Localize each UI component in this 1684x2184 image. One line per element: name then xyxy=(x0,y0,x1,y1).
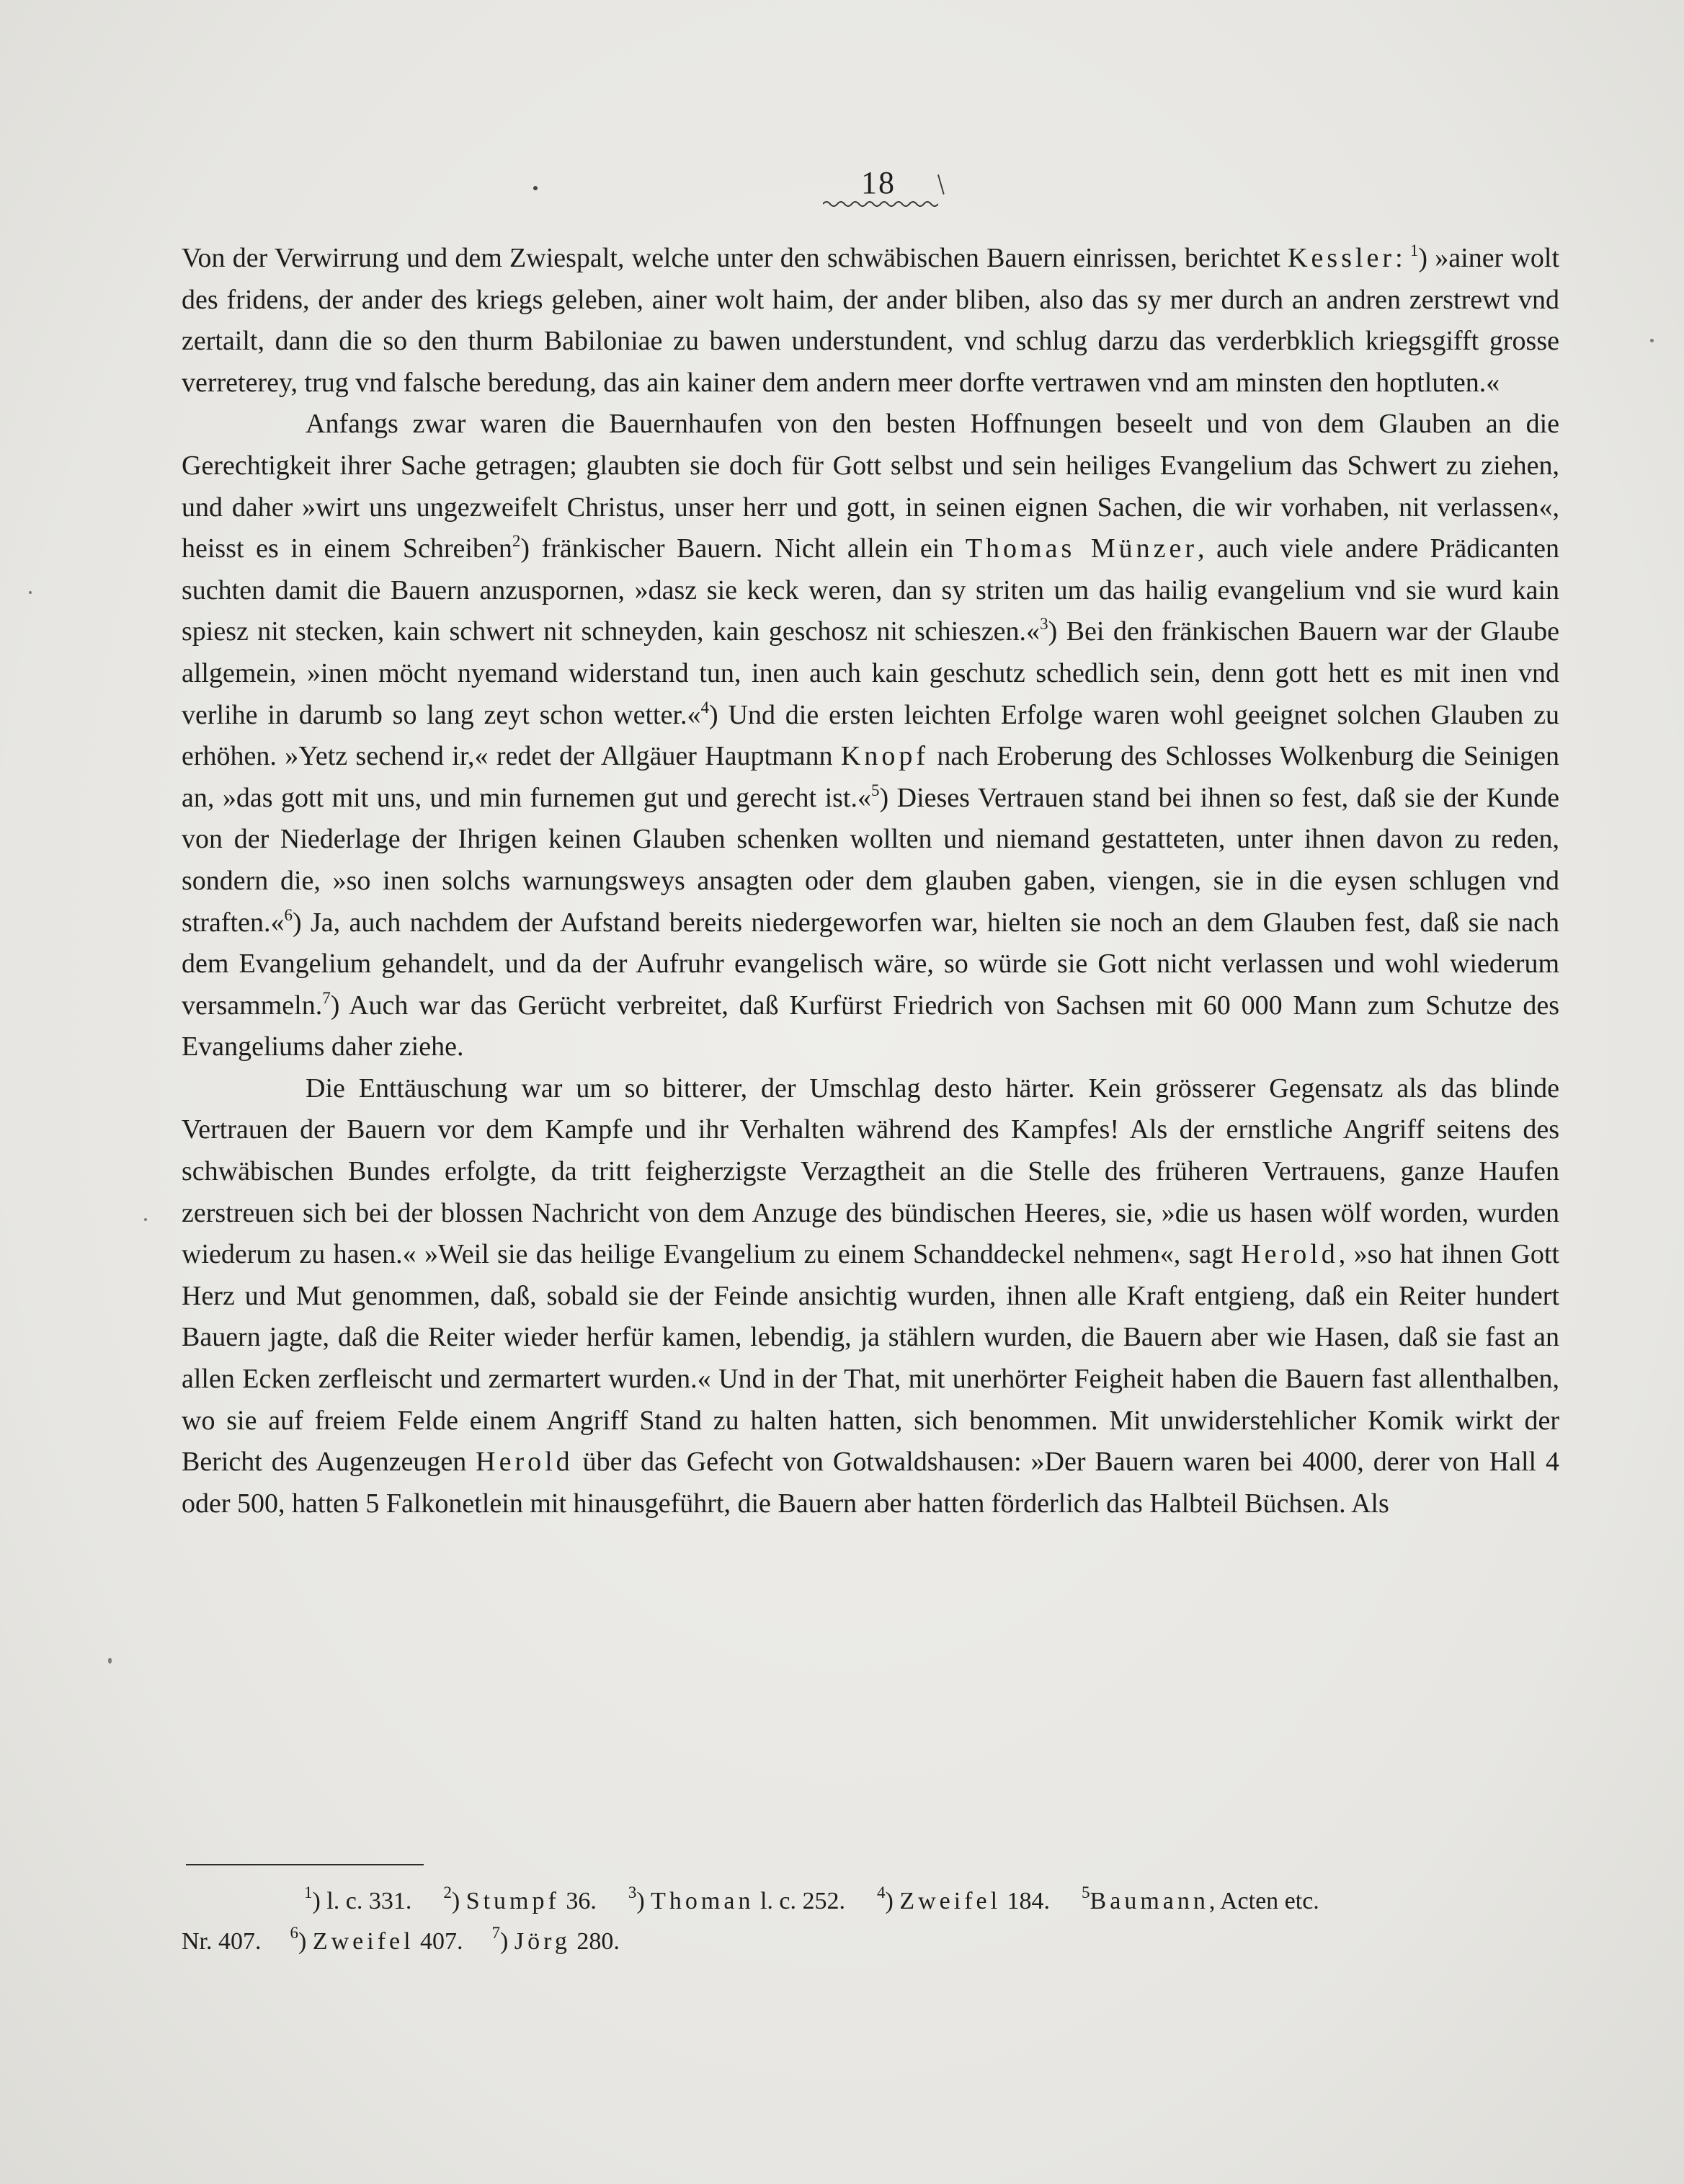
text-run: ) »ainer wolt des fridens, der ander des kriegs geleben, ainer wolt haim, der ander bliben, also das sy mer durch an andren zerstrewt vnd zertailt, dann die so den thurm Babiloniae zu bawen understundent, vnd schlug darzu das verderbklich kriegsgifft grosse verreterey, trug vnd falsche beredung, das ain kainer dem andern meer dorfte vertrawen vnd am minsten den hoptluten.« xyxy=(182,243,1560,398)
scan-speck xyxy=(144,1218,147,1221)
footnote-ref: 3 xyxy=(1040,615,1048,634)
page-number: 18 xyxy=(861,165,896,200)
footnote-author: Thoman xyxy=(651,1888,754,1914)
spaced-name: Herold xyxy=(476,1447,574,1478)
footnote-text: ) xyxy=(451,1888,466,1914)
spaced-name: Knopf xyxy=(840,741,929,772)
footnote-author: Zweifel xyxy=(899,1888,1002,1914)
footnote-number: 7 xyxy=(491,1924,501,1942)
text-run: ) Dieses Vertrauen stand bei ihnen so fest, daß sie der Kunde von der Niederlage der Ihrigen keinen Glauben schenken wollten und niemand gestatteten, unter ihnen davon zu reden, sondern die, »so inen solchs warnungsweys ansagten oder dem glauben gaben, viengen, sie in die eysen schlugen vnd straften.« xyxy=(182,782,1559,938)
text-run: ) Bei den fränkischen Bauern war der Glaube allgemein, »inen möcht nyemand widerstand tun, inen auch kain geschutz schedlich sein, denn gott hett es mit inen vnd verlihe in darumb so lang zeyt schon wetter.« xyxy=(182,616,1560,730)
footnote-number: 1 xyxy=(304,1883,313,1901)
footnote-author: Baumann xyxy=(1090,1888,1209,1914)
text-run: , auch viele andere Prädicanten suchten damit die Bauern anzuspornen, »dasz sie keck weren, dan sy striten um das hailig evangelium vnd sie wurd kain spiesz nit stecken, kain schwert nit schneyden, kain geschosz nit schieszen.« xyxy=(182,533,1560,647)
footnote-text: ) xyxy=(500,1928,514,1955)
footnote-ref: 7 xyxy=(322,988,331,1007)
footnote-author: Jörg xyxy=(514,1928,571,1955)
scan-speck xyxy=(29,591,32,594)
footnote-author: Zweifel xyxy=(312,1928,414,1955)
footnote-ref-text: , Acten etc. xyxy=(1208,1888,1319,1914)
text-run: , »so hat ihnen Gott Herz und Mut genommen, daß, sobald sie der Feinde ansichtig wurden, ihnen alle Kraft entgieng, daß ein Reiter hundert Bauern jagte, daß die Reiter wieder herfür kamen, lebendig, ja stählern wurden, die Bauern aber wie Hasen, daß sie fast an allen Ecken zerfleischt und zermartert wurden.« Und in der That, mit unerhörter Feigheit haben die Bauern fast allenthalben, wo sie auf freiem Felde einem Angriff Stand zu halten hatten, sich benommen. Mit unwiderstehlicher Komik wirkt der Bericht des Augenzeugen xyxy=(182,1239,1559,1478)
text-run: Die Enttäuschung war um so bitterer, der Umschlag desto härter. Kein grösserer Gegensatz als das blinde Vertrauen der Bauern vor dem Kampfe und ihr Verhalten während des Kampfes! Als der ernstliche Angriff seitens des schwäbischen Bundes erfolgte, da tritt feigherzigste Verzagtheit an die Stelle des früheren Vertrauens, ganze Haufen zerstreuen sich bei der blossen Nachricht von dem Anzuge des bündischen Heeres, sie, »die us hasen wölf worden, wurden wiederum zu hasen.« »Weil sie das heilige Evangelium zu einem Schanddeckel nehmen«, sagt xyxy=(182,1073,1559,1270)
footnote-ref: 4 xyxy=(700,698,710,716)
page-number-underline xyxy=(823,200,938,208)
footnote-line xyxy=(182,1922,1558,1962)
footnote-ref: 5 xyxy=(871,781,880,799)
footnote-text: ) xyxy=(885,1888,900,1914)
footnote-item xyxy=(877,1881,1050,1922)
footnote-ref-text: 407. xyxy=(414,1928,463,1955)
scan-speck xyxy=(1650,339,1654,342)
footnote-text: ) l. c. 331. xyxy=(312,1888,412,1914)
text-run: ) Ja, auch nachdem der Aufstand bereits niedergeworfen war, hielten sie noch an dem Glauben fest, daß sie nach dem Evangelium gehandelt, und da der Aufruhr evangelisch wäre, so würde sie Gott nicht verlassen und wohl wiederum versammeln. xyxy=(182,907,1559,1021)
footnote-number: 2 xyxy=(443,1883,452,1901)
paragraph xyxy=(182,238,1559,404)
footnote-ref-text: 184. xyxy=(1001,1888,1051,1914)
text-run: : xyxy=(1395,243,1410,273)
footnote-number: 3 xyxy=(628,1883,637,1901)
footnote-text: Nr. 407. xyxy=(182,1928,262,1955)
footnote-text: ) xyxy=(298,1928,313,1955)
text-run: Anfangs zwar waren die Bauernhaufen von den besten Hoffnungen beseelt und von dem Glauben an die Gerechtigkeit ihrer Sache getragen; glaubten sie doch für Gott selbst und sein heiliges Evangelium das Schwert zu ziehen, und daher »wirt uns ungezweifelt Christus, unser herr und gott, in seinen eignen Sachen, die wir vorhaben, nit verlassen«, heisst es in einem Schreiben xyxy=(182,409,1559,564)
scan-speck xyxy=(108,1658,112,1664)
paragraph xyxy=(182,404,1559,1068)
footnote-text: ) xyxy=(636,1888,651,1914)
footnotes xyxy=(182,1881,1558,1962)
ink-dot xyxy=(533,186,538,190)
text-run: ) Auch war das Gerücht verbreitet, daß Kurfürst Friedrich von Sachsen mit 60 000 Mann zum Schutze des Evangeliums daher ziehe. xyxy=(182,990,1559,1062)
footnote-rule xyxy=(186,1864,424,1865)
footnote-item xyxy=(1082,1881,1319,1922)
text-run: über das Gefecht von Gotwaldshausen: »Der Bauern waren bei 4000, derer von Hall 4 oder 500, hatten 5 Falkonetlein mit hinausgeführt, die Bauern aber hatten förderlich das Halbteil Büchsen. Als xyxy=(182,1447,1560,1519)
text-run: ) Und die ersten leichten Erfolge waren wohl geeignet solchen Glauben zu erhöhen. »Yetz sechend ir,« redet der Allgäuer Hauptmann xyxy=(182,699,1559,772)
footnote-line xyxy=(182,1881,1558,1922)
footnote-ref-text: 280. xyxy=(570,1928,620,1955)
footnote-item xyxy=(182,1928,262,1955)
footnote-number: 4 xyxy=(877,1883,886,1901)
pencil-mark: / xyxy=(928,168,954,200)
footnote-ref-text: 36. xyxy=(559,1888,597,1914)
text-run: nach Eroberung des Schlosses Wolkenburg die Seinigen an, »das gott mit uns, und min furnemen gut und gerecht ist.« xyxy=(182,741,1559,813)
footnote-ref-text: l. c. 252. xyxy=(754,1888,845,1914)
footnote-item xyxy=(491,1924,620,1955)
spaced-name: Thomas Münzer xyxy=(965,533,1198,564)
footnote-number: 5 xyxy=(1082,1883,1090,1901)
footnote-item xyxy=(443,1881,596,1922)
footnote-item xyxy=(304,1881,411,1922)
footnote-item xyxy=(628,1881,845,1922)
body-text xyxy=(182,238,1559,1524)
footnote-ref: 6 xyxy=(284,905,293,924)
spaced-name: Herold xyxy=(1241,1239,1339,1270)
footnote-item xyxy=(290,1924,463,1955)
spaced-name: Kessler xyxy=(1288,243,1396,273)
footnote-author: Stumpf xyxy=(465,1888,560,1914)
paragraph xyxy=(182,1068,1559,1525)
footnote-number: 6 xyxy=(290,1924,298,1942)
footnote-ref: 1 xyxy=(1409,241,1419,259)
text-run: ) fränkischer Bauern. Nicht allein ein xyxy=(520,533,966,564)
footnote-ref: 2 xyxy=(512,532,521,551)
text-run: Von der Verwirrung und dem Zwiespalt, welche unter den schwäbischen Bauern einrissen, berichtet xyxy=(182,243,1288,273)
